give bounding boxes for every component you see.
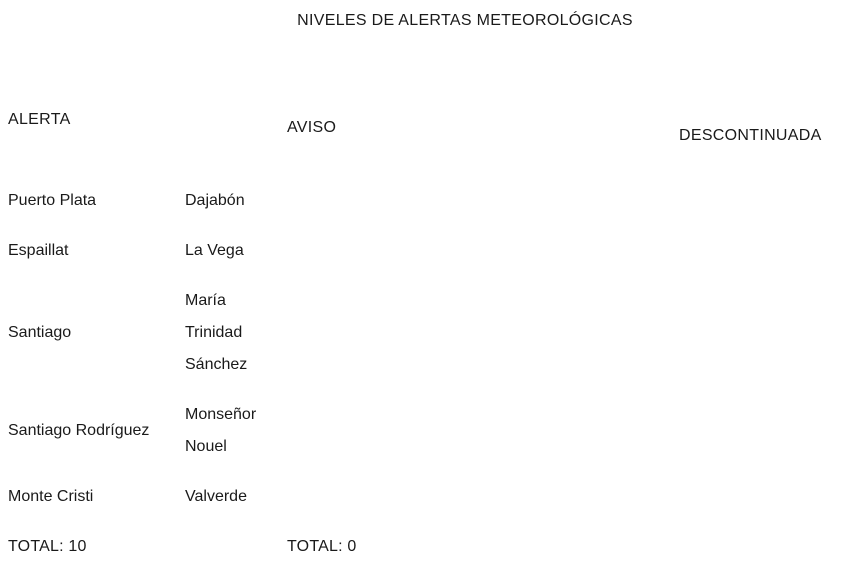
column-header-aviso: AVISO [287,119,337,136]
alerta-province-2: Dajabón [185,192,245,209]
page-title: NIVELES DE ALERTAS METEOROLÓGICAS [297,12,633,29]
column-header-alerta: ALERTA [8,111,71,128]
alerta-province-10: Valverde [185,488,247,505]
alerta-province-6: María Trinidad Sánchez [185,292,248,373]
alerta-province-8: Monseñor Nouel [185,406,257,455]
alerta-province-3: Espaillat [8,242,69,259]
total-alerta: TOTAL: 10 [8,538,87,555]
alerta-province-4: La Vega [185,242,244,259]
alerta-province-5: Santiago [8,324,72,341]
alerta-province-7: Santiago Rodríguez [8,422,150,439]
column-header-descontinuada: DESCONTINUADA [679,127,822,144]
alerta-province-9: Monte Cristi [8,488,94,505]
total-aviso: TOTAL: 0 [287,538,357,555]
alerta-province-1: Puerto Plata [8,192,97,209]
